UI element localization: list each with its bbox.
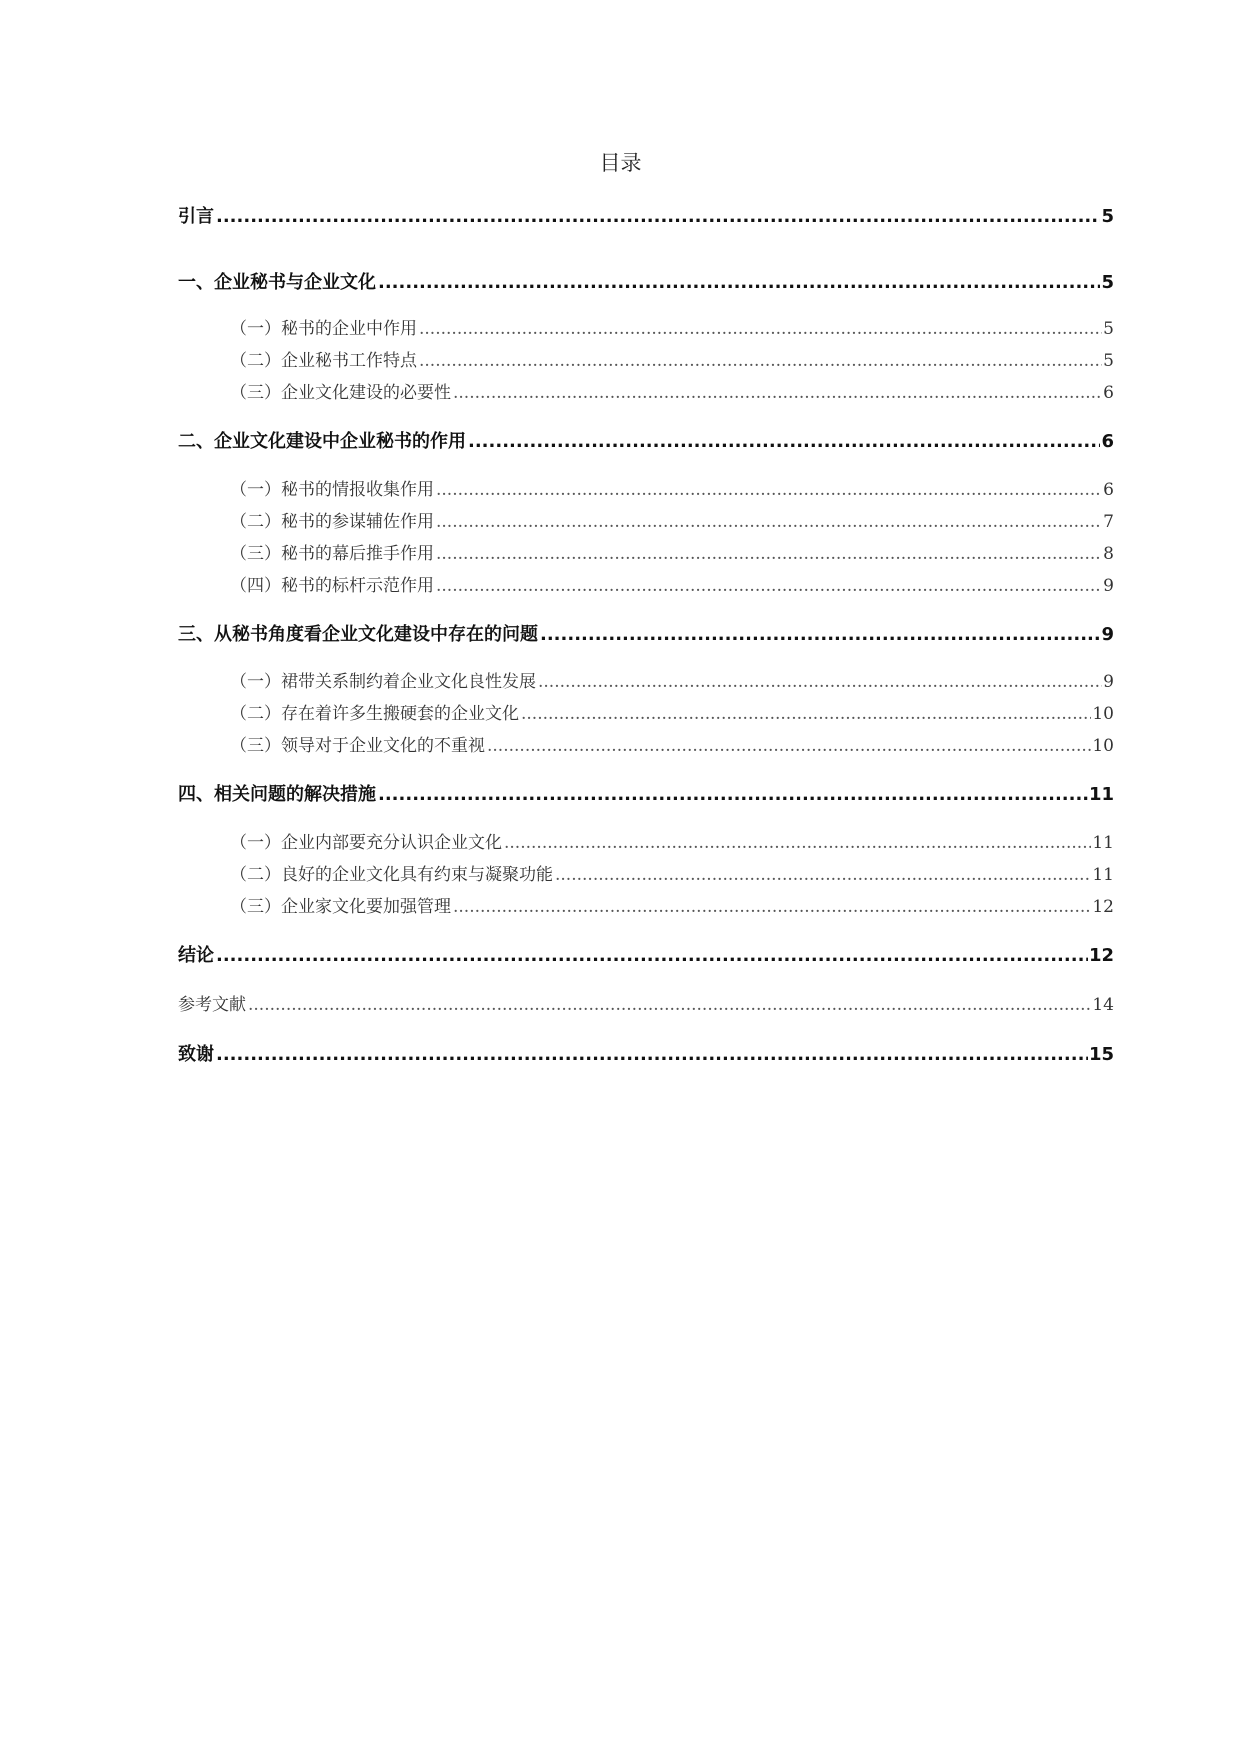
toc-entry-chapter-3[interactable]: [178, 620, 1114, 646]
toc-entry-label: 一、企业秘书与企业文化: [178, 272, 376, 293]
toc-entry-introduction[interactable]: [178, 202, 1114, 228]
toc-entry-section-2-1[interactable]: [230, 475, 1114, 501]
toc-entry-label: （三）领导对于企业文化的不重视: [230, 736, 485, 756]
dot-leader: [436, 480, 1102, 500]
toc-entry-references[interactable]: [178, 990, 1114, 1016]
dot-leader: [555, 865, 1091, 885]
toc-entry-section-4-3[interactable]: [230, 892, 1114, 918]
toc-entry-page: 12: [1088, 945, 1114, 966]
dot-leader: [436, 512, 1102, 532]
toc-entry-label: （一）秘书的企业中作用: [230, 319, 417, 339]
toc-entry-page: 9: [1103, 672, 1114, 692]
dot-leader: [436, 576, 1102, 596]
toc-entry-label: 结论: [178, 945, 214, 966]
dot-leader: [216, 206, 1100, 227]
toc-entry-label: （二）存在着许多生搬硬套的企业文化: [230, 704, 519, 724]
toc-entry-label: （一）秘书的情报收集作用: [230, 480, 434, 500]
toc-entry-page: 8: [1103, 544, 1114, 564]
toc-entry-chapter-1[interactable]: [178, 268, 1114, 294]
dot-leader: [216, 1044, 1088, 1065]
toc-entry-label: 致谢: [178, 1044, 214, 1065]
toc-entry-page: 5: [1103, 319, 1114, 339]
toc-entry-chapter-4[interactable]: [178, 780, 1114, 806]
toc-entry-page: 5: [1101, 206, 1114, 227]
toc-entry-section-3-1[interactable]: [230, 667, 1114, 693]
dot-leader: [487, 736, 1091, 756]
toc-entry-label: （一）裙带关系制约着企业文化良性发展: [230, 672, 536, 692]
toc-entry-label: （四）秘书的标杆示范作用: [230, 576, 434, 596]
toc-entry-section-1-3[interactable]: [230, 378, 1114, 404]
toc-entry-page: 10: [1092, 736, 1114, 756]
toc-entry-label: 参考文献: [178, 995, 246, 1015]
toc-entry-label: （一）企业内部要充分认识企业文化: [230, 833, 502, 853]
toc-entry-page: 12: [1092, 897, 1114, 917]
dot-leader: [436, 544, 1102, 564]
dot-leader: [419, 319, 1102, 339]
dot-leader: [453, 897, 1091, 917]
dot-leader: [468, 431, 1100, 452]
toc-entry-section-2-4[interactable]: [230, 571, 1114, 597]
dot-leader: [504, 833, 1091, 853]
toc-entry-acknowledgements[interactable]: [178, 1040, 1114, 1066]
toc-entry-chapter-2[interactable]: [178, 427, 1114, 453]
toc-entry-label: 二、企业文化建设中企业秘书的作用: [178, 431, 466, 452]
toc-entry-label: （三）企业家文化要加强管理: [230, 897, 451, 917]
dot-leader: [419, 351, 1102, 371]
toc-entry-page: 5: [1101, 272, 1114, 293]
dot-leader: [538, 672, 1102, 692]
toc-entry-label: 引言: [178, 206, 214, 227]
toc-entry-section-2-3[interactable]: [230, 539, 1114, 565]
toc-entry-section-3-2[interactable]: [230, 699, 1114, 725]
toc-entry-page: 10: [1092, 704, 1114, 724]
toc-entry-label: 三、从秘书角度看企业文化建设中存在的问题: [178, 624, 538, 645]
toc-entry-label: （三）企业文化建设的必要性: [230, 383, 451, 403]
toc-entry-page: 6: [1103, 383, 1114, 403]
toc-entry-label: （二）良好的企业文化具有约束与凝聚功能: [230, 865, 553, 885]
toc-entry-page: 11: [1088, 784, 1114, 805]
toc-entry-page: 5: [1103, 351, 1114, 371]
toc-entry-label: （三）秘书的幕后推手作用: [230, 544, 434, 564]
toc-entry-page: 9: [1101, 624, 1114, 645]
dot-leader: [521, 704, 1091, 724]
toc-entry-page: 15: [1088, 1044, 1114, 1065]
dot-leader: [378, 784, 1088, 805]
dot-leader: [453, 383, 1102, 403]
toc-entry-section-4-1[interactable]: [230, 828, 1114, 854]
toc-entry-page: 9: [1103, 576, 1114, 596]
toc-entry-conclusion[interactable]: [178, 941, 1114, 967]
dot-leader: [248, 995, 1091, 1015]
toc-entry-label: （二）秘书的参谋辅佐作用: [230, 512, 434, 532]
dot-leader: [216, 945, 1088, 966]
toc-entry-page: 11: [1092, 865, 1114, 885]
toc-entry-page: 6: [1103, 480, 1114, 500]
toc-entry-page: 11: [1092, 833, 1114, 853]
toc-entry-section-3-3[interactable]: [230, 731, 1114, 757]
toc-entry-page: 7: [1103, 512, 1114, 532]
dot-leader: [378, 272, 1100, 293]
toc-entry-section-1-1[interactable]: [230, 314, 1114, 340]
toc-entry-label: （二）企业秘书工作特点: [230, 351, 417, 371]
dot-leader: [540, 624, 1100, 645]
toc-entry-page: 14: [1092, 995, 1114, 1015]
toc-title: 目录: [599, 151, 642, 175]
toc-entry-section-2-2[interactable]: [230, 507, 1114, 533]
toc-entry-section-4-2[interactable]: [230, 860, 1114, 886]
toc-entry-section-1-2[interactable]: [230, 346, 1114, 372]
toc-entry-page: 6: [1101, 431, 1114, 452]
toc-entry-label: 四、相关问题的解决措施: [178, 784, 376, 805]
